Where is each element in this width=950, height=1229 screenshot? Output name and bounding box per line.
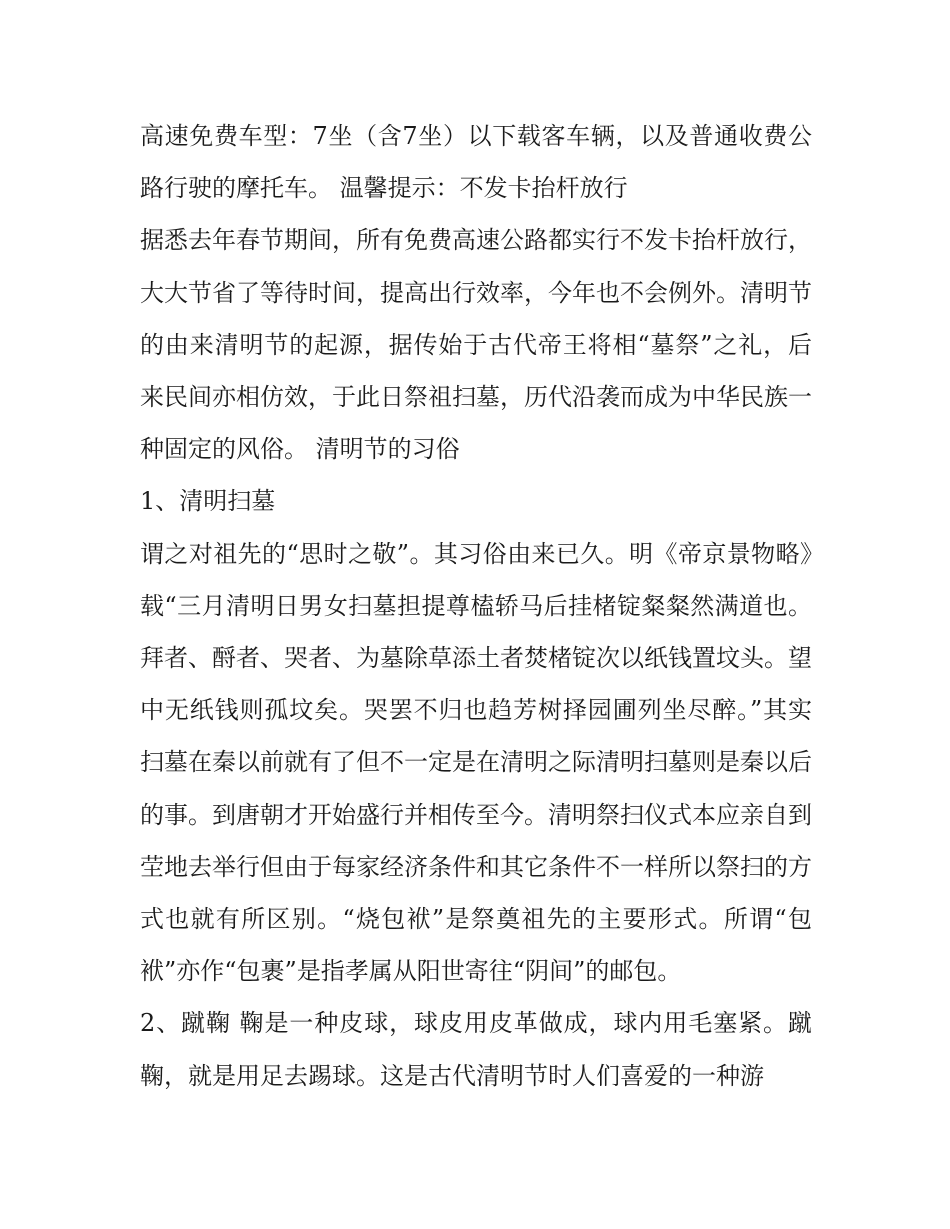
paragraph-cuju: 2、蹴鞠 鞠是一种皮球，球皮用皮革做成，球内用毛塞紧。蹴鞠，就是用足去踢球。这是古代清明节时人们喜爱的一种游 [140, 1009, 812, 1090]
paragraph-tomb-sweeping: 谓之对祖先的“思时之敬”。其习俗由来已久。明《帝京景物略》载“三月清明日男女扫墓担提尊榼轿马后挂楮锭粲粲然满道也。拜者、酹者、哭者、为墓除草添土者焚楮锭次以纸钱置坟头。望中无纸钱则孤坟矣。哭罢不归也趋芳树择园圃列坐尽醉。”其实扫墓在秦以前就有了但不一定是在清明之际清明扫墓则是秦以后的事。到唐朝才开始盛行并相传至今。清明祭扫仪式本应亲自到茔地去举行但由于每家经济条件和其它条件不一样所以祭扫的方式也就有所区别。“烧包袱”是祭奠祖先的主要形式。所谓“包袱”亦作“包裹”是指孝属从阳世寄往“阴间”的邮包。 [140, 539, 812, 986]
paragraph-toll-free-vehicles: 高速免费车型：7坐（含7坐）以下载客车辆，以及普通收费公路行驶的摩托车。 温馨提示：不发卡抬杆放行 [140, 122, 812, 203]
paragraph-qingming-origin: 据悉去年春节期间，所有免费高速公路都实行不发卡抬杆放行，大大节省了等待时间，提高出行效率，今年也不会例外。清明节的由来清明节的起源，据传始于古代帝王将相“墓祭”之礼，后来民间亦相仿效，于此日祭祖扫墓，历代沿袭而成为中华民族一种固定的风俗。 清明节的习俗 [140, 226, 812, 464]
document-body [140, 110, 812, 1102]
heading-tomb-sweeping: 1、清明扫墓 [140, 487, 276, 516]
